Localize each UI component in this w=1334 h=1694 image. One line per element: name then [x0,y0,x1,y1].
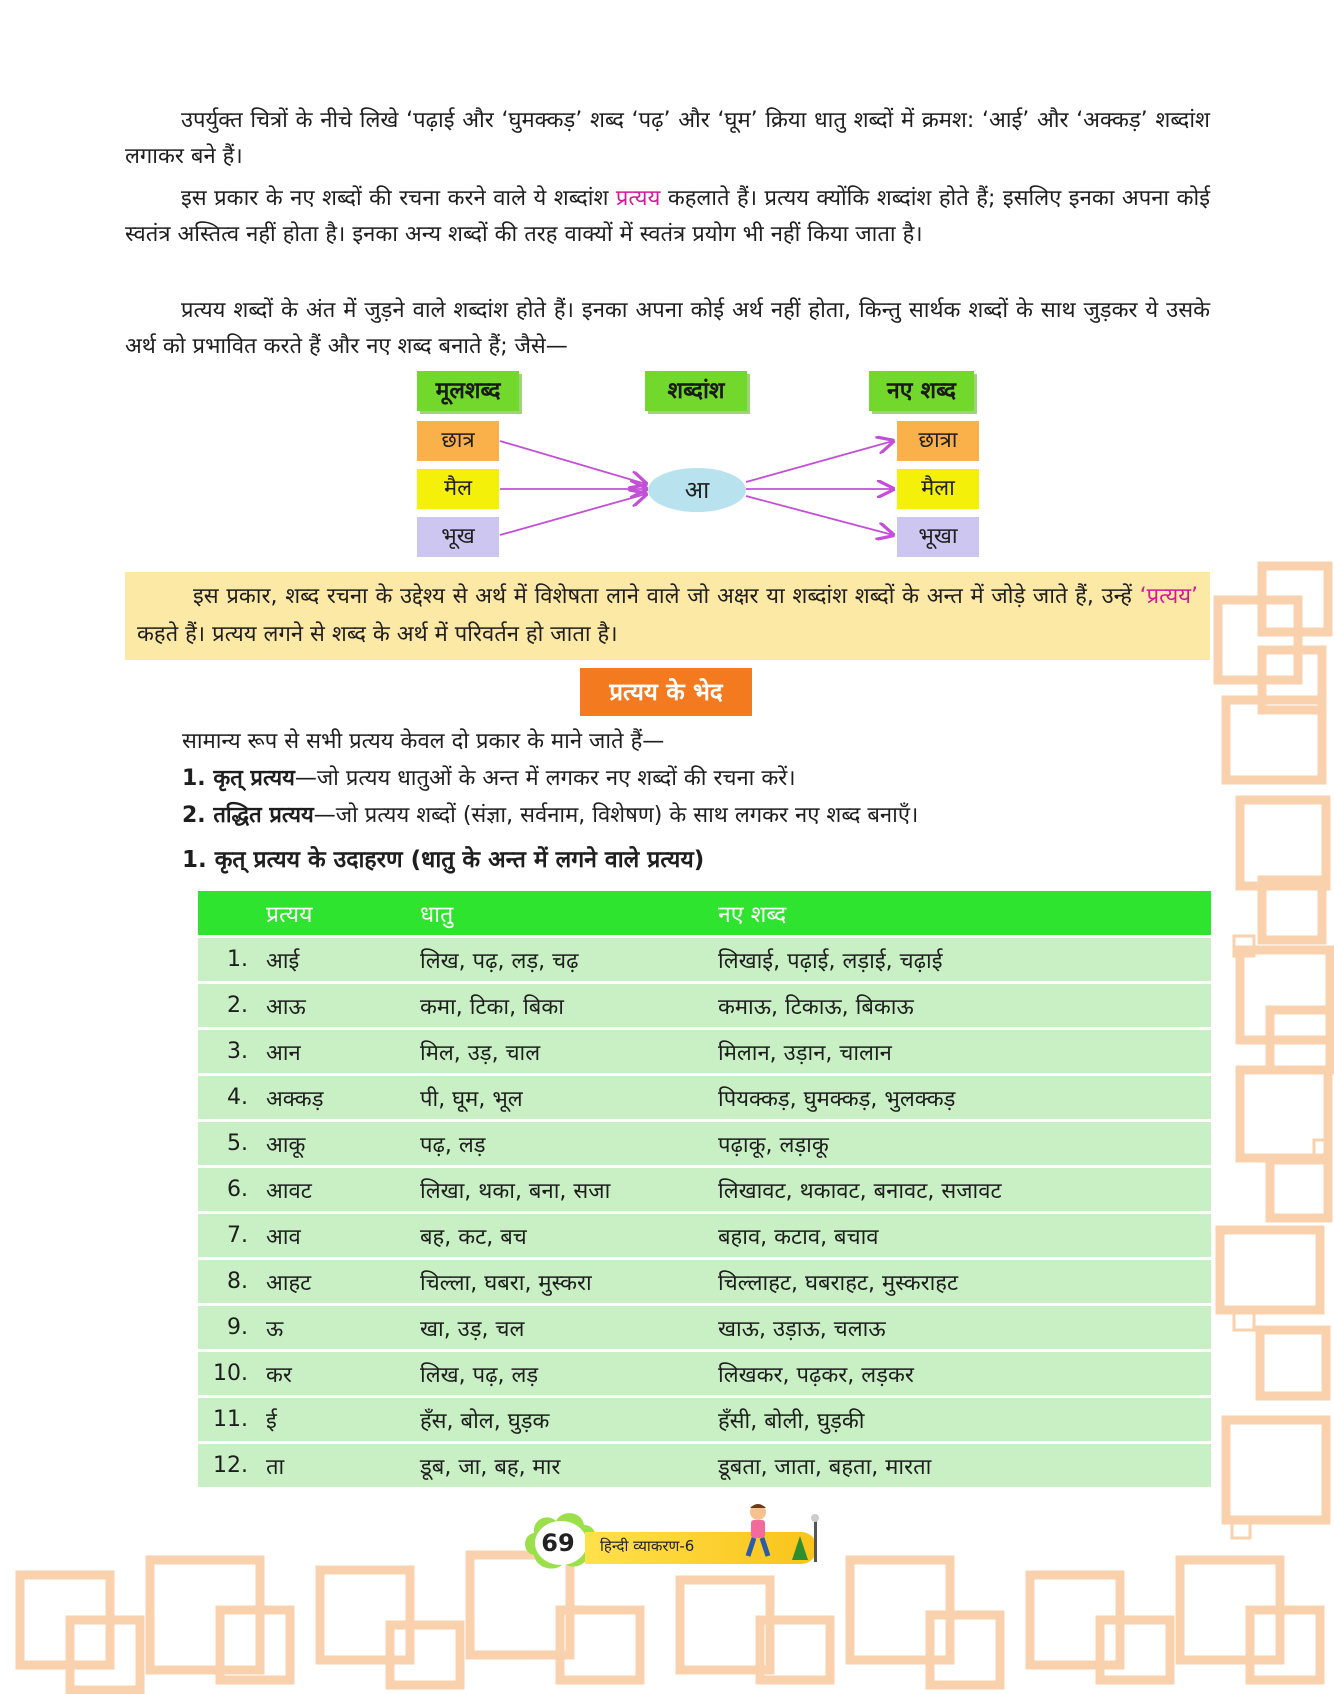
table-header-root: धातु [412,891,710,935]
definition-box [125,572,1210,660]
table-cell-new-words: लिखावट, थकावट, बनावट, सजावट [710,1168,1211,1211]
table-cell-root: पी, घूम, भूल [412,1076,710,1119]
table-row [198,1398,1211,1441]
table-cell-new-words: हँसी, बोली, घुड़की [710,1398,1211,1441]
table-cell-root: लिख, पढ़, लड़ [412,1352,710,1395]
table-cell-root: कमा, टिका, बिका [412,984,710,1027]
walking-boy-icon [722,1500,822,1566]
table-cell-num: 6. [198,1168,258,1211]
type-2-text: —जो प्रत्यय शब्दों (संज्ञा, सर्वनाम, विशेषण) के साथ लगकर नए शब्द बनाएँ। [313,803,919,828]
table-cell-num: 4. [198,1076,258,1119]
diagram-head-new: नए शब्द [869,371,974,411]
diagram-suffix: आ [648,468,746,512]
table-row [198,1306,1211,1349]
diagram-root-3: भूख [417,517,499,557]
type-1-text: —जो प्रत्यय धातुओं के अन्त में लगकर नए शब्दों की रचना करें। [294,766,796,791]
table-row [198,984,1211,1027]
table-cell-suffix: आई [258,938,412,981]
table-cell-num: 2. [198,984,258,1027]
krit-suffix-table [198,888,1211,1490]
type-2-label: 2. तद्धित प्रत्यय [182,803,314,828]
table-cell-root: खा, उड़, चल [412,1306,710,1349]
table-cell-root: बह, कट, बच [412,1214,710,1257]
table-header-new-words: नए शब्द [710,891,1211,935]
paragraph-2-text-a: इस प्रकार के नए शब्दों की रचना करने वाले ये शब्दांश [181,186,616,211]
table-cell-num: 8. [198,1260,258,1303]
table-cell-root: मिल, उड़, चाल [412,1030,710,1073]
diagram-new-3: भूखा [897,517,979,557]
table-header-suffix: प्रत्यय [258,891,412,935]
table-row [198,1030,1211,1073]
table-cell-root: हँस, बोल, घुड़क [412,1398,710,1441]
table-cell-suffix: ता [258,1444,412,1487]
diagram-root-1: छात्र [417,421,499,461]
page-number: 69 [541,1529,575,1557]
table-cell-suffix: आकू [258,1122,412,1165]
table-cell-suffix: ई [258,1398,412,1441]
table-cell-new-words: लिखाई, पढ़ाई, लड़ाई, चढ़ाई [710,938,1211,981]
diagram-head-root: मूलशब्द [417,371,519,411]
table-cell-root: चिल्ला, घबरा, मुस्करा [412,1260,710,1303]
table-cell-num: 3. [198,1030,258,1073]
table-row [198,938,1211,981]
paragraph-2-text-b: कहलाते हैं। प्रत्यय क्योंकि शब्दांश होते हैं; इसलिए इनका अपना कोई स्वतंत्र अस्तित्व नहीं होता है। इनका अन्य शब्दों की तरह वाक्यों में स्वतंत्र प्रयोग भी नहीं किया जाता है। [125,186,1210,247]
table-cell-num: 1. [198,938,258,981]
table-row [198,1076,1211,1119]
table-cell-root: लिख, पढ़, लड़, चढ़ [412,938,710,981]
table-header-num [198,891,258,935]
paragraph-3: प्रत्यय शब्दों के अंत में जुड़ने वाले शब्दांश होते हैं। इनका अपना कोई अर्थ नहीं होता, किन्तु सार्थक शब्दों के साथ जुड़कर ये उसके अर्थ को प्रभावित करते हैं और नए शब्द बनाते हैं; जैसे— [125,298,1210,359]
table-row [198,1214,1211,1257]
table-cell-suffix: आव [258,1214,412,1257]
table-cell-suffix: आन [258,1030,412,1073]
diagram-root-2: मैल [417,469,499,509]
table-cell-root: पढ़, लड़ [412,1122,710,1165]
type-1-label: 1. कृत् प्रत्यय [182,766,295,791]
diagram-new-1: छात्रा [897,421,979,461]
table-row [198,1122,1211,1165]
definition-text-b: कहते हैं। प्रत्यय लगने से शब्द के अर्थ में परिवर्तन हो जाता है। [137,622,618,647]
table-cell-suffix: अक्कड़ [258,1076,412,1119]
table-cell-num: 9. [198,1306,258,1349]
table-cell-root: डूब, जा, बह, मार [412,1444,710,1487]
types-intro: सामान्य रूप से सभी प्रत्यय केवल दो प्रकार के माने जाते हैं— [182,729,665,754]
table-row [198,1352,1211,1395]
table-cell-suffix: आहट [258,1260,412,1303]
table-cell-new-words: मिलान, उड़ान, चालान [710,1030,1211,1073]
section-tag: प्रत्यय के भेद [580,668,752,716]
table-cell-new-words: बहाव, कटाव, बचाव [710,1214,1211,1257]
book-title: हिन्दी व्याकरण-6 [600,1537,695,1555]
type-2 [182,799,918,833]
definition-highlight: ‘प्रत्यय’ [1139,584,1198,609]
table-row [198,1168,1211,1211]
example-heading: 1. कृत् प्रत्यय के उदाहरण (धातु के अन्त में लगने वाले प्रत्यय) [182,847,705,873]
table-header-row [198,891,1211,935]
table-cell-suffix: ऊ [258,1306,412,1349]
table-cell-num: 10. [198,1352,258,1395]
table-cell-suffix: आऊ [258,984,412,1027]
table-cell-root: लिखा, थका, बना, सजा [412,1168,710,1211]
table-cell-num: 7. [198,1214,258,1257]
table-row [198,1444,1211,1487]
table-cell-new-words: पियक्कड़, घुमक्कड़, भुलक्कड़ [710,1076,1211,1119]
table-cell-suffix: आवट [258,1168,412,1211]
table-cell-new-words: पढ़ाकू, लड़ाकू [710,1122,1211,1165]
diagram-arrows [0,0,1334,600]
table-cell-suffix: कर [258,1352,412,1395]
table-cell-new-words: लिखकर, पढ़कर, लड़कर [710,1352,1211,1395]
table-cell-num: 5. [198,1122,258,1165]
type-1 [182,762,796,796]
table-cell-new-words: चिल्लाहट, घबराहट, मुस्कराहट [710,1260,1211,1303]
table-cell-new-words: खाऊ, उड़ाऊ, चलाऊ [710,1306,1211,1349]
table-row [198,1260,1211,1303]
paragraph-2-highlight: प्रत्यय [615,186,661,211]
definition-text-a: इस प्रकार, शब्द रचना के उद्देश्य से अर्थ में विशेषता लाने वाले जो अक्षर या शब्दांश शब्दों के अन्त में जोड़े जाते हैं, उन्हें [193,584,1140,609]
paragraph-1: उपर्युक्त चित्रों के नीचे लिखे ‘पढ़ाई और ‘घुमक्कड़’ शब्द ‘पढ़’ और ‘घूम’ क्रिया धातु शब्दों में क्रमश: ‘आई’ और ‘अक्कड़’ शब्दांश लगाकर बने हैं। [125,108,1210,169]
table-cell-new-words: कमाऊ, टिकाऊ, बिकाऊ [710,984,1211,1027]
diagram-head-suffix: शब्दांश [645,371,747,411]
table-cell-num: 12. [198,1444,258,1487]
diagram-new-2: मैला [897,469,979,509]
table-cell-num: 11. [198,1398,258,1441]
table-cell-new-words: डूबता, जाता, बहता, मारता [710,1444,1211,1487]
